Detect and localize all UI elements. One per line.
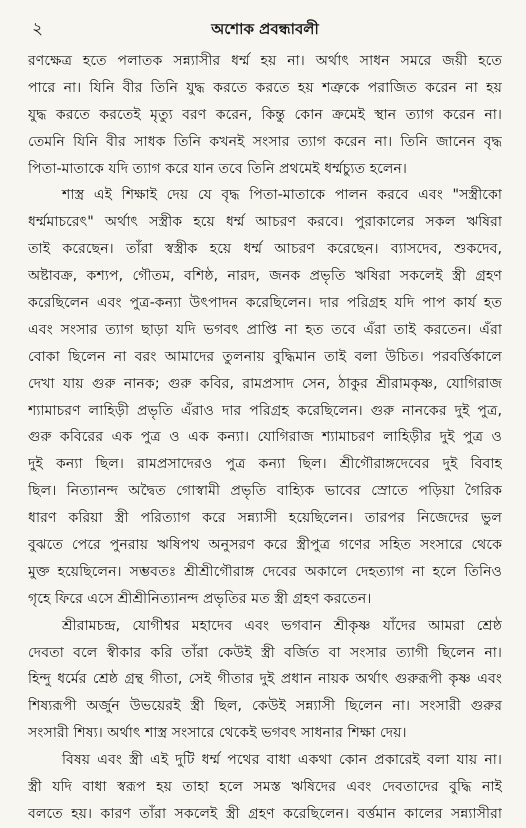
text-line: শ্যামাচরণ লাহিড়ী প্রভৃতি এঁরাও দার পরিগ্রহ করেছিলেন। গুরু নানকের দুই পুত্র,	[28, 402, 502, 419]
text-line: শিষ্যরূপী অর্জুন উভয়েরই স্ত্রী ছিল, কেউই সন্ন্যাসী ছিলেন না। সংসারী গুরুর	[28, 698, 502, 715]
page-number: ২	[32, 19, 44, 39]
text-line: তেমনি যিনি বীর সাধক তিনি কখনই সংসার ত্যাগ করেন না। তিনি জানেন বৃদ্ধ	[28, 133, 502, 150]
text-line: রণক্ষেত্র হতে পলাতক সন্ন্যাসীর ধর্ম্ম হয় না। অর্থাৎ সাধন সমরে জয়ী হতে	[28, 53, 502, 69]
text-line: করেছিলেন এবং পুত্র-কন্যা উৎপাদন করেছিলেন। দার পরিগ্রহ যদি পাপ কার্য হত	[28, 295, 502, 312]
text-line: বুঝতে পেরে পুনরায় ঋষিপথ অনুসরণ করে স্ত্রীপুত্র গণের সহিত সংসারে থেকে	[28, 537, 502, 554]
running-title: অশোক প্রবন্ধাবলী	[211, 20, 319, 38]
text-line: গুরু কবিরের এক পুত্র ও এক কন্যা। যোগিরাজ শ্যামাচরণ লাহিড়ীর দুই পুত্র ও	[28, 429, 502, 446]
text-line: যুদ্ধ করতে করতেই মৃত্যু বরণ করেন, কিন্তু কোন ক্রমেই স্থান ত্যাগ করেন না।	[28, 106, 502, 123]
text-line: অষ্টাবক্র, কশ্যপ, গৌতম, বশিষ্ঠ, নারদ, জনক প্রভৃতি ঋষিরা সকলেই স্ত্রী গ্রহণ	[28, 268, 502, 285]
text-line: পিতা-মাতাকে যদি ত্যাগ করে যান তবে তিনি প্রথমেই ধর্ম্মচ্যুত হলেন।	[28, 160, 407, 177]
text-line: ধারণ করিয়া স্ত্রী পরিত্যাগ করে সন্ন্যাসী হয়েছিলেন। তারপর নিজেদের ভুল	[28, 510, 502, 527]
text-line: হিন্দু ধর্মের শ্রেষ্ঠ গ্রন্থ গীতা, সেই গীতার দুই প্রধান নায়ক অর্থাৎ গুরুরূপী কৃষ্ণ এবং	[28, 671, 502, 688]
text-line: তাই করেছেন। তাঁরা স্বস্ত্রীক হয়ে ধর্ম্ম আচরণ করেছেন। ব্যাসদেব, শুকদেব,	[28, 241, 502, 258]
text-line: বলতে হয়। কারণ তাঁরা সকলেই স্ত্রী গ্রহণ করেছিলেন। বর্ত্তমান কালের সন্ন্যাসীরা	[28, 805, 502, 822]
text-line: স্ত্রী যদি বাধা স্বরূপ হয় তাহা হলে সমস্ত ঋষিদের এবং দেবতাদের বুদ্ধি নাই	[28, 779, 502, 796]
text-line: পারে না। যিনি বীর তিনি যুদ্ধ করতে করতে হয় শত্রুকে পরাজিত করেন না হয়	[28, 79, 502, 96]
text-line: দুই কন্যা ছিল। রামপ্রসাদেরও পুত্র কন্যা ছিল। শ্রীগৌরাঙ্গদেবের দুই বিবাহ	[28, 456, 502, 473]
text-line: দেখা যায় গুরু নানক; গুরু কবির, রামপ্রসাদ সেন, ঠাকুর শ্রীরামকৃষ্ণ, যোগিরাজ	[28, 375, 502, 392]
text-line: বোকা ছিলেন না বরং আমাদের তুলনায় বুদ্ধিমান তাই বলা উচিত। পরবর্ত্তিকালে	[28, 348, 502, 365]
text-line: ধর্ম্মমাচরেৎ" অর্থাৎ সস্ত্রীক হয়ে ধর্ম্ম আচরণ করবে। পুরাকালের সকল ঋষিরা	[28, 214, 502, 231]
text-line: এবং সংসার ত্যাগ ছাড়া যদি ভগবৎ প্রাপ্তি না হত তবে এঁরা তাই করতেন। এঁরা	[28, 321, 502, 338]
text-line: শ্রীরামচন্দ্র, যোগীশ্বর মহাদেব এবং ভগবান শ্রীকৃষ্ণ যাঁদের আমরা শ্রেষ্ঠ	[62, 617, 502, 634]
text-line: বিষয় এবং স্ত্রী এই দুটি ধর্ম্ম পথের বাধা একথা কোন প্রকারেই বলা যায় না।	[62, 752, 502, 769]
text-line: শাস্ত্র এই শিক্ষাই দেয় যে বৃদ্ধ পিতা-মাতাকে পালন করবে এবং "সস্ত্রীকো	[62, 187, 502, 204]
text-line: দেবতা বলে স্বীকার করি তাঁরা কেউই স্ত্রী বর্জিত বা সংসার ত্যাগী ছিলেন না।	[28, 644, 502, 661]
body-text	[28, 48, 502, 828]
text-line: সংসারী শিষ্য। অর্থাৎ শাস্ত্র সংসারে থেকেই ভগবৎ সাধনার শিক্ষা দেয়।	[28, 725, 407, 742]
page-header	[28, 14, 502, 48]
text-line: গৃহে ফিরে এসে শ্রীশ্রীনিত্যানন্দ প্রভৃতির মত স্ত্রী গ্রহণ করতেন।	[28, 590, 372, 607]
text-line: মুক্ত হয়েছিলেন। সম্ভবতঃ শ্রীশ্রীগৌরাঙ্গ দেবের অকালে দেহত্যাগ না হলে তিনিও	[28, 563, 502, 580]
text-line: ছিল। নিত্যানন্দ অদ্বৈত গোস্বামী প্রভৃতি বাহ্যিক ভাবের স্রোতে পড়িয়া গৈরিক	[28, 483, 502, 500]
